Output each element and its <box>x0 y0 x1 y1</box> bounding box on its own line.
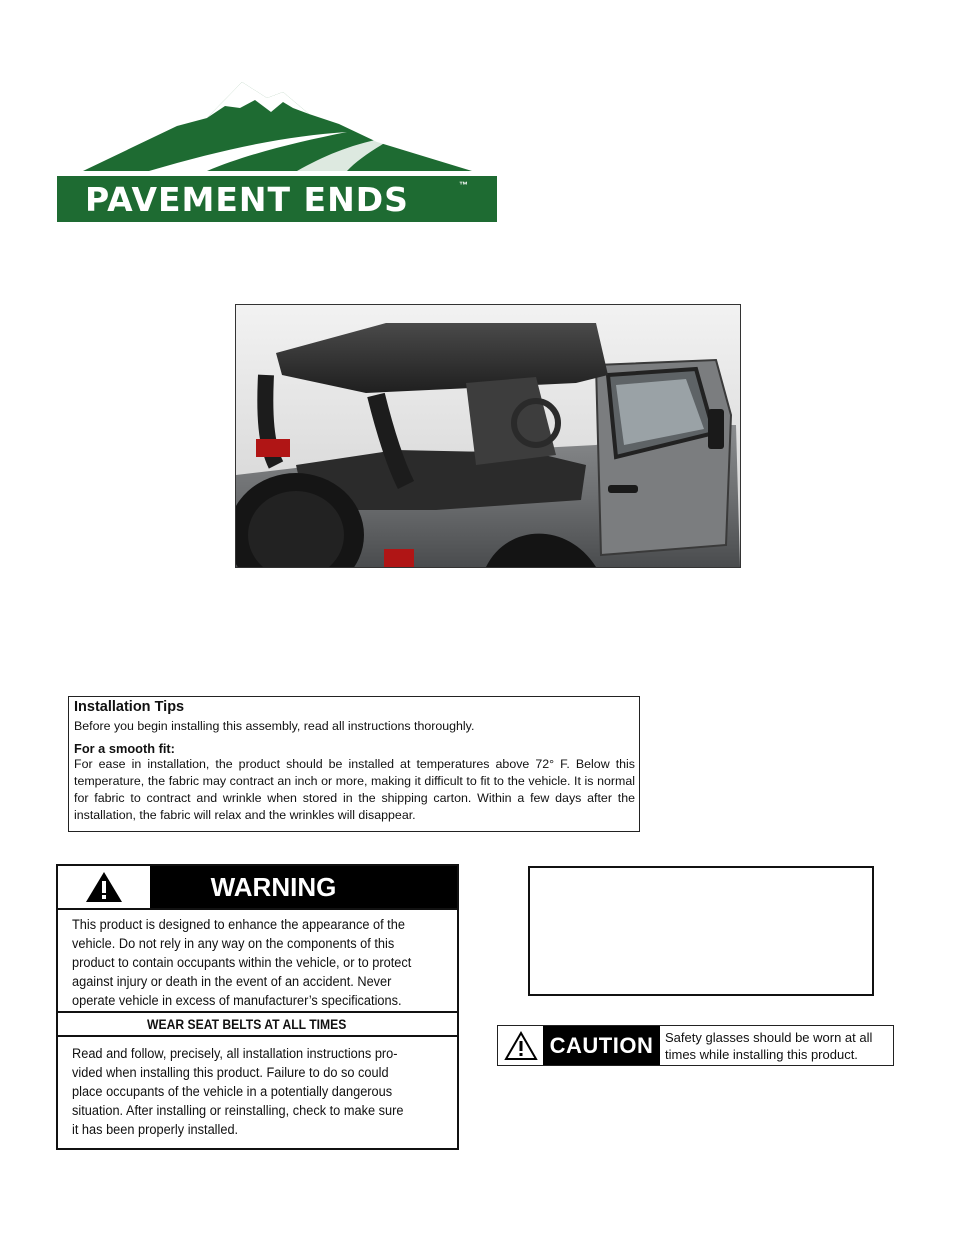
seat-belts-text: WEAR SEAT BELTS AT ALL TIMES <box>146 1016 347 1032</box>
warning-line: against injury or death in the event of an accident. Never <box>72 974 392 990</box>
warning-line: product to contain occupants within the vehicle, or to protect <box>72 955 412 971</box>
smooth-fit-heading: For a smooth fit: <box>74 741 175 756</box>
installation-tips-box <box>68 696 640 832</box>
brand-name: PAVEMENT ENDS <box>85 180 409 219</box>
caution-box <box>497 1025 894 1066</box>
warning-text <box>58 910 457 1013</box>
exclamation-triangle-icon <box>85 871 123 903</box>
seat-belts-notice <box>58 1013 457 1037</box>
product-photo <box>235 304 741 568</box>
smooth-fit-body: For ease in installation, the product should be installed at temperatures above 72° F. Below this temperature, the fabric may contract an inch or more, making it difficult to fit to the vehicle. It is normal for fabric to contract and wrinkle when stored in the shipping carton. Within a few days after the installation, the fabric will relax and the wrinkles will disappear. <box>74 757 635 822</box>
warning-icon-cell <box>58 866 150 908</box>
mountain-logo-icon <box>57 78 497 178</box>
exclamation-triangle-icon <box>504 1031 538 1061</box>
warning-line: vided when installing this product. Failure to do so could <box>72 1065 389 1081</box>
warning-title: WARNING <box>210 871 337 902</box>
caution-icon-cell <box>498 1026 543 1065</box>
warning-line: place occupants of the vehicle in a potentially dangerous <box>72 1084 393 1100</box>
installation-warning-text <box>58 1037 457 1146</box>
trademark-symbol: ™ <box>459 180 468 190</box>
installation-tips-title: Installation Tips <box>74 699 185 715</box>
installation-tips-intro: Before you begin installing this assembly, read all instructions thoroughly. <box>74 719 475 733</box>
warning-line: situation. After installing or reinstalling, check to make sure <box>72 1103 404 1119</box>
warning-line: vehicle. Do not rely in any way on the components of this <box>72 936 395 952</box>
warning-box <box>56 864 459 1150</box>
warning-header <box>58 866 457 910</box>
brand-logo <box>57 78 497 223</box>
warning-line: operate vehicle in excess of manufacturer’s specifications. <box>72 993 402 1009</box>
empty-label-box <box>528 866 874 996</box>
caution-label: CAUTION <box>543 1026 660 1065</box>
caution-text: Safety glasses should be worn at all times while installing this product. <box>665 1030 873 1062</box>
warning-line: it has been properly installed. <box>72 1122 239 1138</box>
soft-top-vehicle-photo <box>236 305 740 567</box>
warning-line: Read and follow, precisely, all installation instructions pro- <box>72 1046 398 1062</box>
warning-line: This product is designed to enhance the appearance of the <box>72 917 405 933</box>
